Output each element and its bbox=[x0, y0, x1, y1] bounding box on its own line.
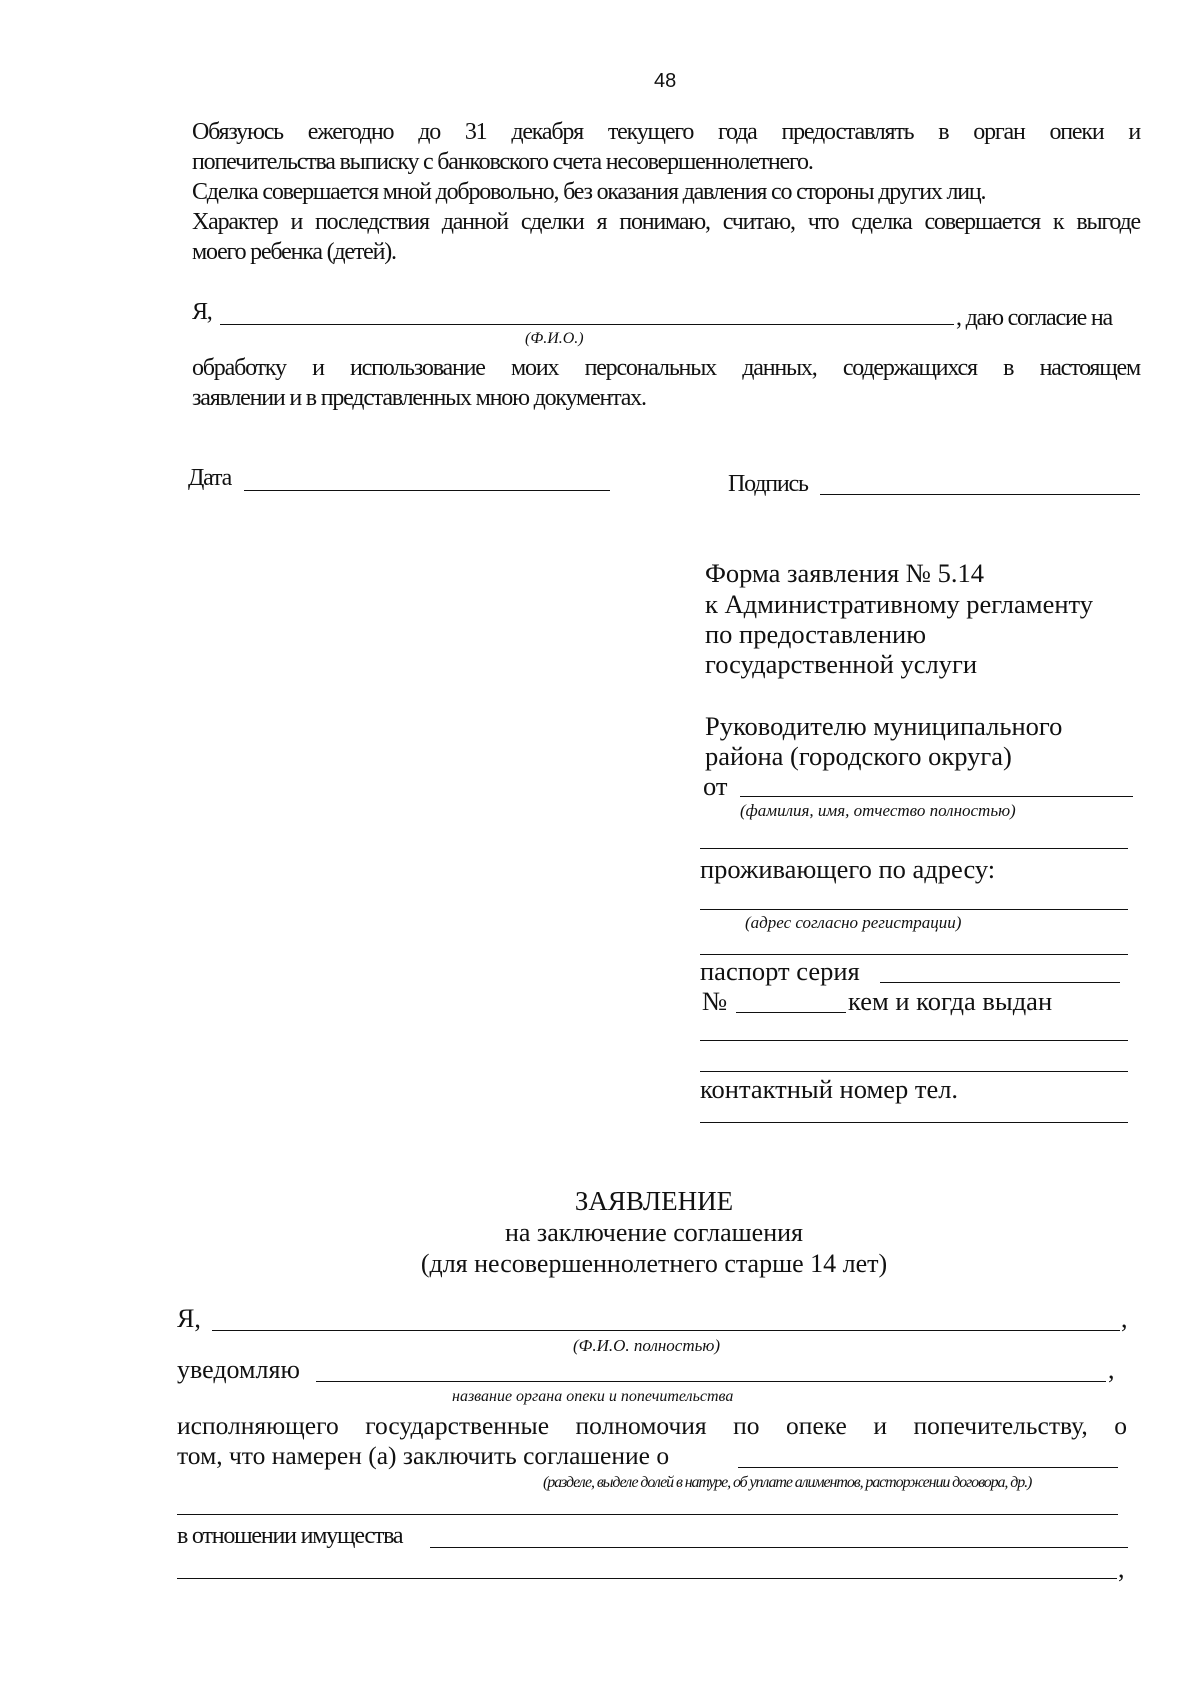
organ-caption: название органа опеки и попечительства bbox=[452, 1388, 734, 1405]
signature-label: Подпись bbox=[728, 471, 808, 497]
property-comma: , bbox=[1118, 1554, 1125, 1583]
address-label: проживающего по адресу: bbox=[700, 854, 996, 884]
date-label: Дата bbox=[188, 465, 232, 491]
form-header-line-2: к Административному регламенту bbox=[705, 589, 1093, 619]
consent-end: , даю согласие на bbox=[956, 305, 1112, 331]
phone-label: контактный номер тел. bbox=[700, 1074, 959, 1104]
page-number: 48 bbox=[654, 70, 677, 92]
address-field[interactable] bbox=[700, 909, 1128, 910]
notify-label: уведомляю bbox=[177, 1355, 300, 1384]
from-caption: (фамилия, имя, отчество полностью) bbox=[740, 801, 1016, 820]
property-field-2[interactable] bbox=[177, 1578, 1117, 1579]
statement-subtitle-1: на заключение соглашения bbox=[504, 1218, 804, 1247]
number-label: № bbox=[702, 986, 728, 1016]
form-header-line-1: Форма заявления № 5.14 bbox=[705, 558, 985, 588]
paragraph-line-3: Сделка совершается мной добровольно, без оказания давления со стороны других лиц. bbox=[192, 179, 986, 205]
statement-fio-field[interactable] bbox=[212, 1330, 1120, 1331]
paragraph-line-4: Характер и последствия данной сделки я понимаю, считаю, что сделка совершается к выгоде bbox=[192, 209, 1140, 235]
statement-performing-line: исполняющего государственные полномочия по опеке и попечительству, о bbox=[177, 1411, 1127, 1440]
passport-series-field[interactable] bbox=[880, 982, 1120, 983]
from-name-field-2[interactable] bbox=[700, 848, 1128, 849]
statement-intend-line: том, что намерен (а) заключить соглашение о bbox=[177, 1441, 670, 1470]
notify-organ-field[interactable] bbox=[316, 1381, 1106, 1382]
agreement-subject-field-2[interactable] bbox=[177, 1514, 1118, 1515]
property-field[interactable] bbox=[430, 1547, 1128, 1548]
form-header-line-3: по предоставлению bbox=[705, 619, 927, 649]
statement-subtitle-2: (для несовершеннолетнего старше 14 лет) bbox=[420, 1249, 888, 1278]
date-field[interactable] bbox=[244, 490, 610, 491]
address-field-2[interactable] bbox=[700, 954, 1128, 955]
address-caption: (адрес согласно регистрации) bbox=[745, 913, 962, 932]
statement-i-label: Я, bbox=[177, 1304, 201, 1333]
agreement-subject-field[interactable] bbox=[738, 1467, 1118, 1468]
statement-fio-comma: , bbox=[1121, 1304, 1128, 1333]
passport-label: паспорт серия bbox=[700, 956, 860, 986]
consent-fio-field[interactable] bbox=[220, 324, 954, 325]
fio-caption: (Ф.И.О.) bbox=[525, 330, 584, 347]
issued-field-2[interactable] bbox=[700, 1071, 1128, 1072]
from-label: от bbox=[703, 771, 728, 801]
notify-comma: , bbox=[1108, 1355, 1115, 1384]
property-label: в отношении имущества bbox=[177, 1523, 403, 1549]
consent-line-1: обработку и использование моих персональных данных, содержащихся в настоящем bbox=[192, 355, 1140, 381]
issued-field[interactable] bbox=[700, 1040, 1128, 1041]
passport-number-field[interactable] bbox=[736, 1012, 846, 1013]
paragraph-line-5: моего ребенка (детей). bbox=[192, 239, 396, 265]
addressee-line-2: района (городского округа) bbox=[705, 741, 1012, 771]
consent-line-2: заявлении и в представленных мною документах. bbox=[192, 385, 646, 411]
fio-full-caption: (Ф.И.О. полностью) bbox=[573, 1336, 721, 1355]
paragraph-line-1: Обязуюсь ежегодно до 31 декабря текущего года предоставлять в орган опеки и bbox=[192, 119, 1140, 145]
signature-field[interactable] bbox=[820, 494, 1140, 495]
issued-label: кем и когда выдан bbox=[848, 986, 1053, 1016]
from-name-field[interactable] bbox=[740, 796, 1133, 797]
phone-field[interactable] bbox=[700, 1122, 1128, 1123]
consent-start: Я, bbox=[192, 299, 212, 325]
addressee-line-1: Руководителю муниципального bbox=[705, 711, 1063, 741]
agreement-caption: (разделе, выделе долей в натуре, об уплате алиментов, расторжении договора, др.) bbox=[543, 1474, 1032, 1491]
form-header-line-4: государственной услуги bbox=[705, 649, 978, 679]
paragraph-line-2: попечительства выписку с банковского счета несовершеннолетнего. bbox=[192, 149, 813, 175]
statement-title: ЗАЯВЛЕНИЕ bbox=[574, 1186, 734, 1216]
